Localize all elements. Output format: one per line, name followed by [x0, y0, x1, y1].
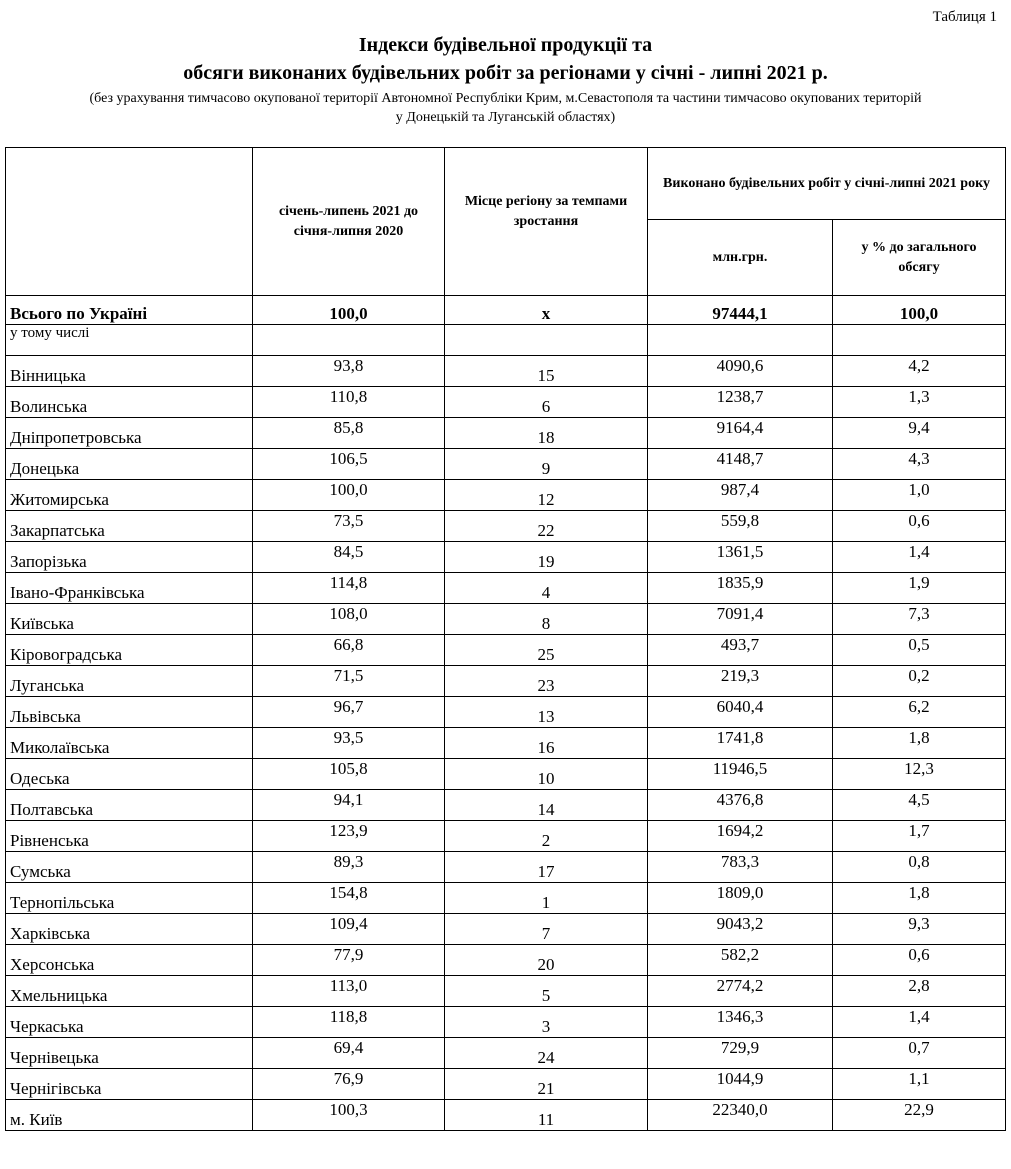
pct-value: 1,8	[833, 728, 1006, 759]
pct-value: 0,7	[833, 1038, 1006, 1069]
mln-value: 4376,8	[648, 790, 833, 821]
index-value: 100,0	[253, 480, 445, 511]
index-value: 85,8	[253, 418, 445, 449]
rank-value: 12	[445, 480, 648, 511]
pct-value: 12,3	[833, 759, 1006, 790]
mln-value: 1361,5	[648, 542, 833, 573]
table-row	[6, 945, 1006, 976]
total-rank: х	[445, 296, 648, 325]
table-row	[6, 821, 1006, 852]
mln-value: 9164,4	[648, 418, 833, 449]
rank-value: 14	[445, 790, 648, 821]
pct-value: 0,8	[833, 852, 1006, 883]
region-name: Рівненська	[6, 821, 253, 852]
rank-value: 7	[445, 914, 648, 945]
mln-value: 2774,2	[648, 976, 833, 1007]
index-value: 105,8	[253, 759, 445, 790]
header-index: січень-липень 2021 до січня-липня 2020	[253, 148, 445, 296]
header-mln: млн.грн.	[648, 220, 833, 296]
pct-value: 0,5	[833, 635, 1006, 666]
regions-table	[5, 147, 1006, 1131]
mln-value: 1741,8	[648, 728, 833, 759]
table-row	[6, 666, 1006, 697]
region-name: Чернівецька	[6, 1038, 253, 1069]
index-value: 71,5	[253, 666, 445, 697]
mln-value: 4090,6	[648, 356, 833, 387]
pct-value: 6,2	[833, 697, 1006, 728]
rank-value: 25	[445, 635, 648, 666]
mln-value: 4148,7	[648, 449, 833, 480]
pct-value: 1,1	[833, 1069, 1006, 1100]
pct-value: 0,6	[833, 511, 1006, 542]
region-name: Черкаська	[6, 1007, 253, 1038]
index-value: 66,8	[253, 635, 445, 666]
region-name: Дніпропетровська	[6, 418, 253, 449]
pct-value: 4,3	[833, 449, 1006, 480]
note-line-1: (без урахування тимчасово окупованої території Автономної Республіки Крим, м.Севастополя та частини тимчасово окупованих територій	[89, 91, 922, 106]
table-row	[6, 883, 1006, 914]
region-name: Одеська	[6, 759, 253, 790]
index-value: 113,0	[253, 976, 445, 1007]
mln-value: 493,7	[648, 635, 833, 666]
rank-value: 16	[445, 728, 648, 759]
region-name: Вінницька	[6, 356, 253, 387]
rank-value: 8	[445, 604, 648, 635]
table-row	[6, 852, 1006, 883]
table-row	[6, 542, 1006, 573]
title-line-1: Індекси будівельної продукції та	[358, 34, 653, 56]
pct-value: 1,3	[833, 387, 1006, 418]
mln-value: 219,3	[648, 666, 833, 697]
mln-value: 11946,5	[648, 759, 833, 790]
table-row	[6, 604, 1006, 635]
mln-value: 1346,3	[648, 1007, 833, 1038]
rank-value: 6	[445, 387, 648, 418]
table-row	[6, 418, 1006, 449]
rank-value: 21	[445, 1069, 648, 1100]
table-row	[6, 387, 1006, 418]
mln-value: 729,9	[648, 1038, 833, 1069]
title-note	[0, 89, 1011, 127]
table-number: Таблиця 1	[932, 9, 997, 25]
note-line-2: у Донецькій та Луганській областях)	[395, 110, 616, 125]
index-value: 118,8	[253, 1007, 445, 1038]
table-row	[6, 759, 1006, 790]
mln-value: 582,2	[648, 945, 833, 976]
index-value: 96,7	[253, 697, 445, 728]
rank-value: 22	[445, 511, 648, 542]
rank-value: 24	[445, 1038, 648, 1069]
table-row	[6, 1007, 1006, 1038]
table-row	[6, 573, 1006, 604]
region-name: Запорізька	[6, 542, 253, 573]
header-region	[6, 148, 253, 296]
table-row	[6, 728, 1006, 759]
region-name: Закарпатська	[6, 511, 253, 542]
region-name: Тернопільська	[6, 883, 253, 914]
pct-value: 1,7	[833, 821, 1006, 852]
region-name: Івано-Франківська	[6, 573, 253, 604]
table-row	[6, 449, 1006, 480]
region-name: Миколаївська	[6, 728, 253, 759]
rank-value: 2	[445, 821, 648, 852]
pct-value: 22,9	[833, 1100, 1006, 1131]
index-value: 114,8	[253, 573, 445, 604]
pct-value: 1,9	[833, 573, 1006, 604]
rank-value: 4	[445, 573, 648, 604]
total-row	[6, 296, 1006, 325]
region-name: Волинська	[6, 387, 253, 418]
rank-value: 9	[445, 449, 648, 480]
mln-value: 1238,7	[648, 387, 833, 418]
rank-value: 10	[445, 759, 648, 790]
total-mln: 97444,1	[648, 296, 833, 325]
table-row	[6, 480, 1006, 511]
mln-value: 559,8	[648, 511, 833, 542]
table-row	[6, 635, 1006, 666]
header-row-1	[6, 148, 1006, 220]
rank-value: 17	[445, 852, 648, 883]
table-row	[6, 1038, 1006, 1069]
pct-value: 1,4	[833, 542, 1006, 573]
index-value: 76,9	[253, 1069, 445, 1100]
pct-value: 2,8	[833, 976, 1006, 1007]
rank-value: 20	[445, 945, 648, 976]
mln-value: 22340,0	[648, 1100, 833, 1131]
region-name: Київська	[6, 604, 253, 635]
pct-value: 7,3	[833, 604, 1006, 635]
mln-value: 783,3	[648, 852, 833, 883]
total-pct: 100,0	[833, 296, 1006, 325]
rank-value: 23	[445, 666, 648, 697]
header-pct: у % до загального обсягу	[833, 220, 1006, 296]
table-row	[6, 914, 1006, 945]
mln-value: 1835,9	[648, 573, 833, 604]
pct-value: 1,8	[833, 883, 1006, 914]
region-name: м. Київ	[6, 1100, 253, 1131]
pct-value: 0,2	[833, 666, 1006, 697]
mln-value: 987,4	[648, 480, 833, 511]
pct-value: 9,4	[833, 418, 1006, 449]
pct-value: 1,0	[833, 480, 1006, 511]
index-value: 100,3	[253, 1100, 445, 1131]
table-row	[6, 790, 1006, 821]
pct-value: 1,4	[833, 1007, 1006, 1038]
index-value: 94,1	[253, 790, 445, 821]
subheading-row	[6, 325, 1006, 356]
region-name: Хмельницька	[6, 976, 253, 1007]
region-name: Сумська	[6, 852, 253, 883]
rank-value: 13	[445, 697, 648, 728]
table-row	[6, 976, 1006, 1007]
rank-value: 11	[445, 1100, 648, 1131]
rank-value: 15	[445, 356, 648, 387]
region-name: Харківська	[6, 914, 253, 945]
rank-value: 19	[445, 542, 648, 573]
index-value: 154,8	[253, 883, 445, 914]
index-value: 110,8	[253, 387, 445, 418]
rank-value: 1	[445, 883, 648, 914]
region-name: Полтавська	[6, 790, 253, 821]
header-rank: Місце регіону за темпами зростання	[445, 138, 648, 286]
total-index: 100,0	[253, 296, 445, 325]
table-body	[6, 296, 1006, 1131]
index-value: 108,0	[253, 604, 445, 635]
rank-value: 3	[445, 1007, 648, 1038]
mln-value: 7091,4	[648, 604, 833, 635]
rank-value: 18	[445, 418, 648, 449]
header-done: Виконано будівельних робіт у січні-липні 2021 року	[648, 148, 1006, 220]
mln-value: 1809,0	[648, 883, 833, 914]
mln-value: 1044,9	[648, 1069, 833, 1100]
total-name: Всього по Україні	[6, 296, 253, 325]
table-row	[6, 1100, 1006, 1131]
region-name: Житомирська	[6, 480, 253, 511]
table-row	[6, 697, 1006, 728]
table-row	[6, 1069, 1006, 1100]
index-value: 123,9	[253, 821, 445, 852]
index-value: 77,9	[253, 945, 445, 976]
pct-value: 4,5	[833, 790, 1006, 821]
index-value: 84,5	[253, 542, 445, 573]
region-name: Чернігівська	[6, 1069, 253, 1100]
region-name: Луганська	[6, 666, 253, 697]
index-value: 73,5	[253, 511, 445, 542]
pct-value: 9,3	[833, 914, 1006, 945]
pct-value: 4,2	[833, 356, 1006, 387]
index-value: 69,4	[253, 1038, 445, 1069]
region-name: Львівська	[6, 697, 253, 728]
index-value: 109,4	[253, 914, 445, 945]
mln-value: 6040,4	[648, 697, 833, 728]
region-name: Херсонська	[6, 945, 253, 976]
table-row	[6, 511, 1006, 542]
index-value: 93,8	[253, 356, 445, 387]
mln-value: 9043,2	[648, 914, 833, 945]
region-name: Кіровоградська	[6, 635, 253, 666]
index-value: 106,5	[253, 449, 445, 480]
region-name: Донецька	[6, 449, 253, 480]
index-value: 89,3	[253, 852, 445, 883]
rank-value: 5	[445, 976, 648, 1007]
subheading: у тому числі	[6, 325, 253, 356]
mln-value: 1694,2	[648, 821, 833, 852]
index-value: 93,5	[253, 728, 445, 759]
title-line-2: обсяги виконаних будівельних робіт за регіонами у січні - липні 2021 р.	[183, 62, 828, 84]
pct-value: 0,6	[833, 945, 1006, 976]
table-row	[6, 356, 1006, 387]
